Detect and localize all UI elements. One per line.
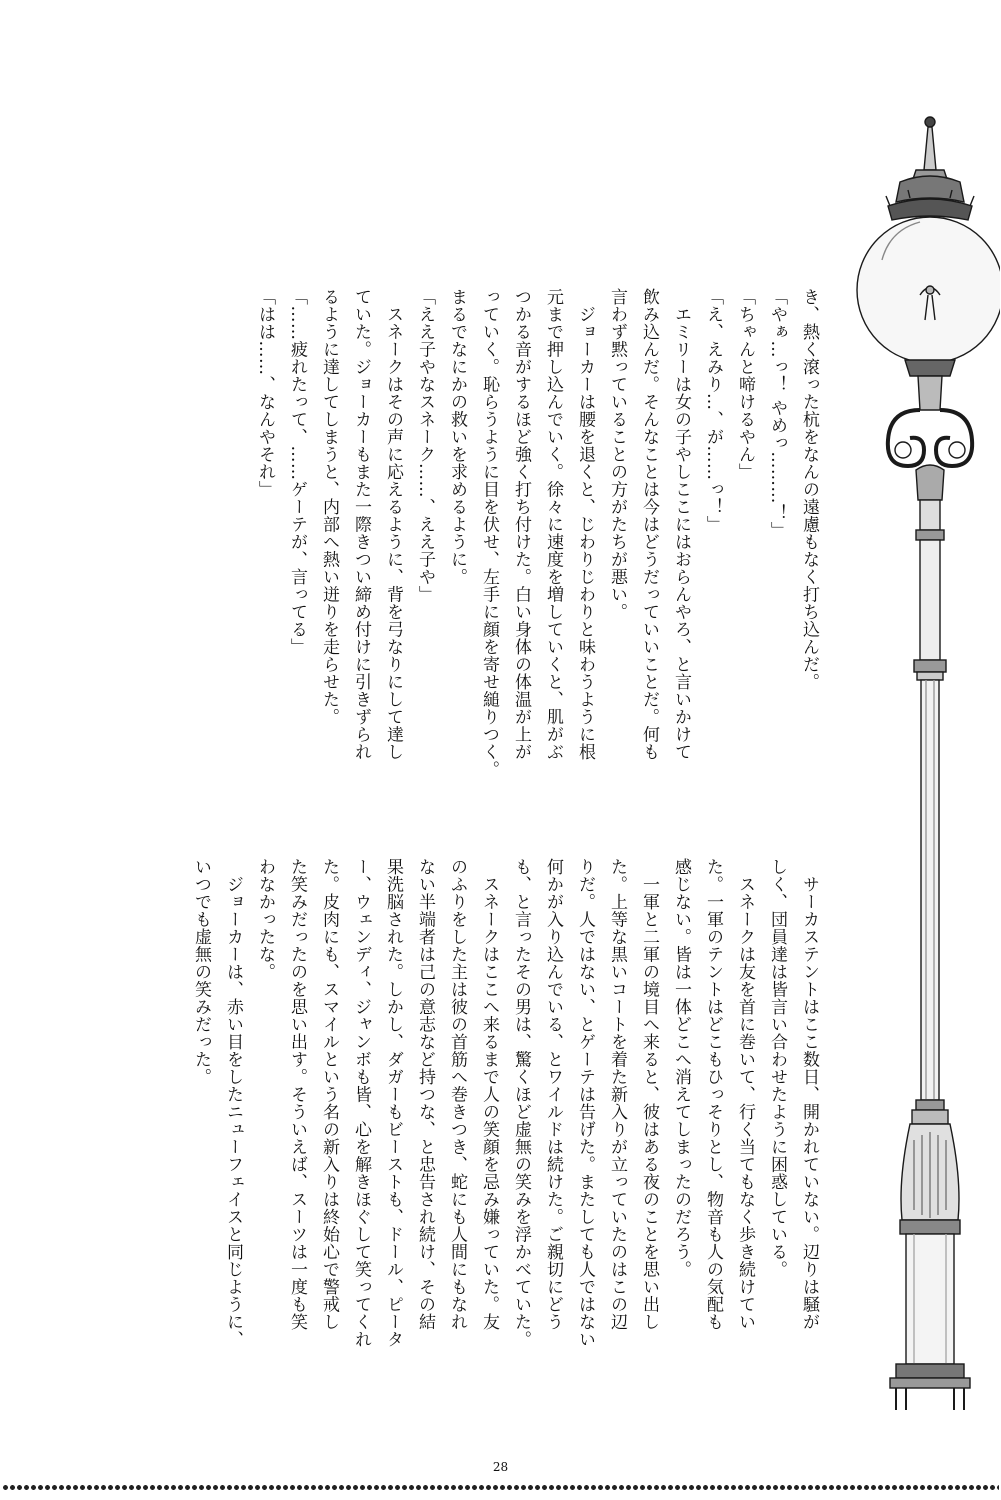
text-line: のふりをした主は彼の首筋へ巻きつき、蛇にも人間にもなれ bbox=[447, 858, 467, 1331]
text-line: っていく。恥らうように目を伏せ、左手に顔を寄せ縋りつく。 bbox=[479, 288, 499, 778]
text-line: ていた。ジョーカーもまた一際きつい締め付けに引きずられ bbox=[351, 288, 371, 761]
text-line: わなかったな。 bbox=[255, 858, 275, 981]
text-line: ジョーカーは腰を退くと、じわりじわりと味わうように根 bbox=[575, 288, 595, 761]
text-line: エミリーは女の子やしここにはおらんやろ、と言いかけて bbox=[671, 288, 691, 761]
text-line: りだ。人ではない、とゲーテは告げた。またしても人ではない bbox=[575, 858, 595, 1348]
text-line: 「はは……、なんやそれ」 bbox=[255, 288, 275, 498]
text-line: 果洗脳された。しかし、ダガーもビーストも、ドール、ピータ bbox=[383, 858, 403, 1348]
text-line: ない半端者は己の意志など持つな、と忠告され続け、その結 bbox=[415, 858, 435, 1331]
text-line: スネークはその声に応えるように、背を弓なりにして達し bbox=[383, 288, 403, 761]
text-line: いつでも虚無の笑みだった。 bbox=[191, 858, 211, 1086]
lower-text-block bbox=[185, 858, 825, 1348]
text-line: ジョーカーは、赤い目をしたニューフェイスと同じように、 bbox=[223, 858, 243, 1348]
text-line: つかる音がするほど強く打ち付けた。白い身体の体温が上が bbox=[511, 288, 531, 761]
text-line: き、熱く滾った杭をなんの遠慮もなく打ち込んだ。 bbox=[799, 288, 819, 691]
text-line: 「ちゃんと啼けるやん」 bbox=[735, 288, 755, 481]
text-line: も、と言ったその男は、驚くほど虚無の笑みを浮かべていた。 bbox=[511, 858, 531, 1348]
text-line: 「やぁ…っ！ やめっ………！」 bbox=[767, 288, 787, 539]
text-line: 何かが入り込んでいる、とワイルドは続けた。ご親切にどう bbox=[543, 858, 563, 1331]
text-line: まるでなにかの救いを求めるように。 bbox=[447, 288, 467, 586]
text-line: スネークはここへ来るまで人の笑顔を忌み嫌っていた。友 bbox=[479, 858, 499, 1331]
text-line: ー、ウェンディ、ジャンボも皆、心を解きほぐして笑ってくれ bbox=[351, 858, 371, 1348]
text-line: るように達してしまうと、内部へ熱い迸りを走らせた。 bbox=[319, 288, 339, 726]
text-line: 「え、えみり…、が……っ！」 bbox=[703, 288, 723, 533]
text-line: サーカステントはここ数日、開かれていない。辺りは騒が bbox=[799, 858, 819, 1331]
text-line: 「ええ子やなスネーク……、ええ子や」 bbox=[415, 288, 435, 603]
text-line: 飲み込んだ。そんなことは今はどうだっていいことだ。何も bbox=[639, 288, 659, 761]
lamppost-illustration bbox=[850, 110, 1000, 1430]
text-line: た。皮肉にも、スマイルという名の新入りは終始心で警戒し bbox=[319, 858, 339, 1331]
text-line: しく、団員達は皆言い合わせたように困惑している。 bbox=[767, 858, 787, 1278]
text-line: 元まで押し込んでいく。徐々に速度を増していくと、肌がぶ bbox=[543, 288, 563, 761]
page-number: 28 bbox=[492, 1460, 509, 1474]
footer-dotted-rule bbox=[2, 1480, 999, 1498]
text-line: 言わず黙っていることの方がたちが悪い。 bbox=[607, 288, 627, 621]
text-line: 感じない。皆は一体どこへ消えてしまったのだろう。 bbox=[671, 858, 691, 1278]
text-line: た。上等な黒いコートを着た新入りが立っていたのはこの辺 bbox=[607, 858, 627, 1331]
text-line: た。一軍のテントはどこもひっそりとし、物音も人の気配も bbox=[703, 858, 723, 1331]
text-line: 一軍と二軍の境目へ来ると、彼はある夜のことを思い出し bbox=[639, 858, 659, 1331]
text-line: スネークは友を首に巻いて、行く当てもなく歩き続けてい bbox=[735, 858, 755, 1331]
upper-text-block bbox=[249, 288, 825, 778]
text-line: 「……疲れたって、……ゲーテが、言ってる」 bbox=[287, 288, 307, 656]
text-line: た笑みだったのを思い出す。そういえば、スーツは一度も笑 bbox=[287, 858, 307, 1331]
